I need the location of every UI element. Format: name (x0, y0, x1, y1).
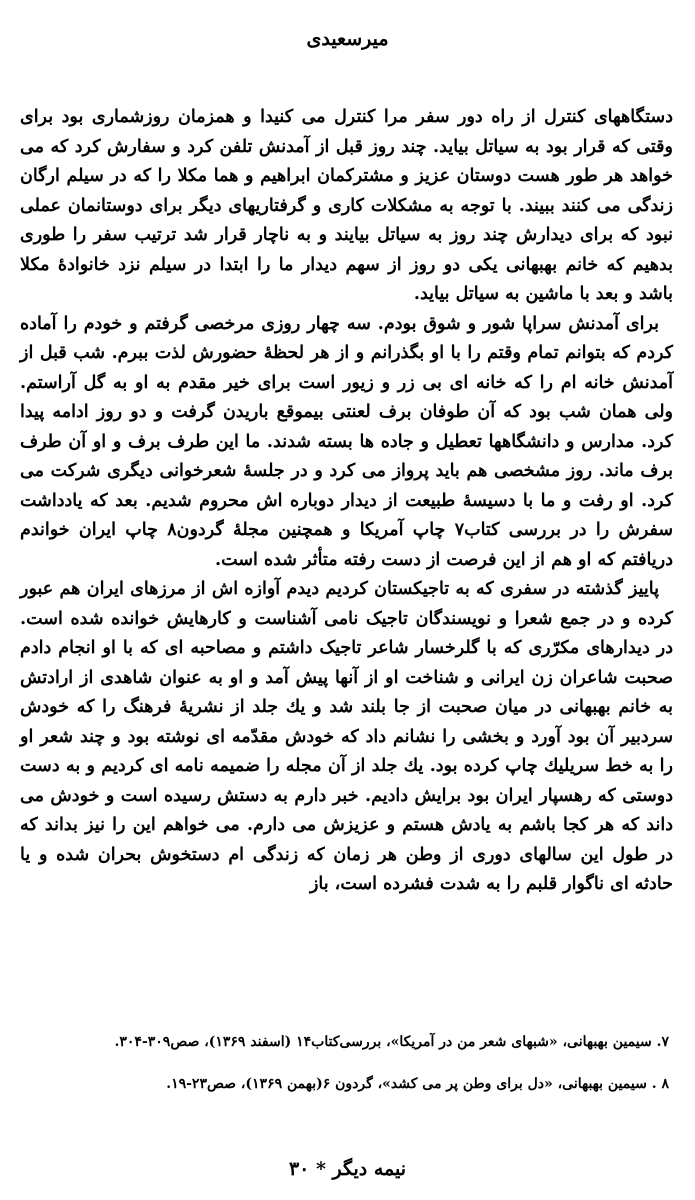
footnote-7: ۷. سیمین بهبهانی، «شبهای شعر من در آمریکا»، بررسی‌کتاب۱۴ (اسفند ۱۳۶۹)، صص۳۰۹-۳۰۴. (114, 1034, 669, 1050)
paragraph-3: پاییز گذشته در سفری که به تاجیکستان کردیم دیدم آوازه اش از مرزهای ایران هم عبور کرده و در جمع شعرا و نویسندگان تاجیک نامی آشناست و کارهایش خوانده شده است. در دیدارهای مکرّری که با گلرخسار شاعر تاجیک داشتم و مصاحبه ای که با او انجام دادم صحبت شاعران زن ایرانی و شناخت او از آنها پیش آمد و او به عنوان شاهدی از ارادتش به خانم بهبهانی در میان صحبت از جا بلند شد و یك جلد از نشریهٔ فرهنگ را که خودش سردبیر آن بود آورد و بخشی را نشانم داد که خودش مقدّمه ای نوشته بود و چند شعر او را به خط سریلیك چاپ کرده بود. یك جلد از آن مجله را ضمیمه نامه ای کردیم و به دست دوستی که رهسپار ایران بود برایش دادیم. خبر دارم به دستش رسیده است و خودش می داند که هر کجا باشم به یادش هستم و عزیزش می دارم. می خواهم این را نیز بداند که در طول این سالهای دوری از وطن هر زمان که زندگی ام دستخوش بحران شده و یا حادثه ای ناگوار قلبم را به شدت فشرده است، باز (20, 579, 673, 894)
paragraph-1: دستگاههای کنترل از راه دور سفر مرا کنترل می کنیدا و همزمان روزشماری بود برای وقتی که قرار بود به سیاتل بیاید. چند روز قبل از آمدنش تلفن کرد و سفارش کرد که می خواهد هر طور هست دوستان عزیز و مشترکمان ابراهیم و هما مکلا را که در سیلم ارگان زندگی می کنند ببیند. با توجه به مشکلات کاری و گرفتاریهای دیگر برای دوستانمان عملی نبود که برای دیدارش چند روز به سیاتل بیایند و به ناچار قرار شد ترتیب سفر را طوری بدهیم که خانم بهبهانی یکی دو روز از سهم دیدار ما را ابتدا در سیلم نزد خانوادهٔ مکلا باشد و بعد با ماشین به سیاتل بیاید. (20, 107, 673, 304)
running-header-title: میرسعیدی (306, 28, 389, 50)
footnotes (30, 1032, 669, 1116)
page-footer-label: نیمه دیگر * ۳۰ (288, 1158, 407, 1180)
body-text (20, 103, 673, 900)
paragraph-2: برای آمدنش سراپا شور و شوق بودم. سه چهار روزی مرخصی گرفتم و خودم را آماده کردم که بتوانم تمام وقتم را با او بگذرانم و از هر لحظهٔ حضورش لذت ببرم. شب قبل از آمدنش خانه ام را که خانه ای بی زر و زیور است برای خیر مقدم به او به گل آراستم. ولی همان شب بود که آن طوفان برف لعنتی بیموقع باریدن گرفت و دو روز ادامه پیدا کرد. مدارس و دانشگاهها تعطیل و جاده ها بسته شدند. ما این طرف برف و او آن طرف برف ماند. روز مشخصی هم باید پرواز می کرد و در جلسهٔ شعرخوانی دیگری شرکت می کرد. او رفت و ما با دسیسهٔ طبیعت از دیدار دوباره اش محروم شدیم. بعد که یادداشت سفرش را در بررسی کتاب۷ چاپ آمریکا و همچنین مجلهٔ گردون۸ چاپ ایران خواندم دریافتم که او هم از این فرصت از دست رفته متأثر شده است. (20, 313, 674, 570)
footnote-8: ۸ . سیمین بهبهانی، «دل برای وطن پر می کشد»، گردون ۶(بهمن ۱۳۶۹)، صص۲۳-۱۹. (166, 1076, 669, 1092)
